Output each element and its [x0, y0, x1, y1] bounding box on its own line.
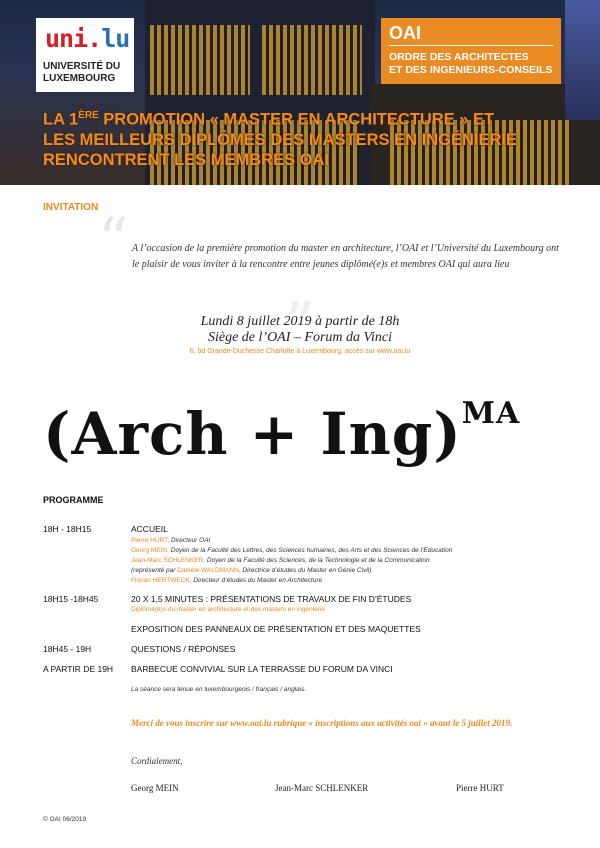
close-quote-icon: ” [284, 290, 315, 360]
speaker-line: Georg MEIN, Doyen de la Faculté des Lettres, des Sciences humaines, des Arts et des Sciences de l’Education [131, 547, 453, 554]
oai-logo-divider [389, 45, 553, 46]
oai-logo-subtitle: ORDRE DES ARCHITECTES ET DES INGENIEURS-CONSEILS [389, 51, 553, 76]
programme-time: 18H - 18H15 [43, 524, 92, 534]
programme-label: QUESTIONS / RÉPONSES [131, 644, 236, 654]
programme-label: 20 X 1,5 MINUTES : PRÉSENTATIONS DE TRAVAUX DE FIN D’ÉTUDES [131, 594, 412, 604]
intro-text: A l’occasion de la première promotion du master en architecture, l’OAI et l’Université du Luxembourg ont le plaisir de vous inviter à la rencontre entre jeunes diplômé(e)s et membres OAI qui aura lieu [132, 243, 559, 270]
speaker-line: Florian HERTWECK, Directeur d’études du Master en Architecture [131, 577, 323, 584]
programme-time: A PARTIR DE 19H [43, 664, 114, 674]
copyright: © OAI 06/2019 [43, 816, 87, 823]
signature-name: Georg MEIN [131, 783, 179, 793]
open-quote-icon: “ [98, 205, 129, 275]
programme-time: 18H45 - 19H [43, 644, 92, 654]
oai-logo [381, 18, 561, 84]
closing-text: Cordialement, [131, 756, 183, 766]
event-address: 6, bd Grande-Duchesse Charlotte à Luxembourg, accès sur www.oai.lu [189, 348, 411, 355]
event-date: Lundi 8 juillet 2019 à partir de 18h [200, 314, 400, 329]
programme-label: BARBECUE CONVIVIAL SUR LA TERRASSE DU FORUM DA VINCI [131, 664, 393, 674]
programme-time: 18H15 -18H45 [43, 594, 99, 604]
speaker-line: (représenté par Danièle WALDMANN, Directrice d’études du Master en Génie Civil) [131, 567, 372, 574]
signature-name: Pierre HURT [456, 783, 504, 793]
big-title: (Arch + Ing)$^{MA}$ [43, 396, 521, 468]
language-note: La séance sera tenue en luxembourgeois / français / anglais. [131, 686, 307, 693]
glass-wall [565, 0, 600, 120]
university-logo [36, 18, 134, 92]
headline: LA 1ÈRE PROMOTION « MASTER EN ARCHITECTURE » ET LES MEILLEURS DIPLÔMÉS DES MASTERS EN INGÉNIERIE RENCONTRENT LES MEMBRES OAI [43, 110, 517, 169]
programme-label: ACCUEIL [131, 524, 168, 534]
speaker-line: Pierre HURT, Directeur OAI [131, 537, 211, 544]
speaker-line: Jean-Marc SCHLENKER, Doyen de la Faculté des Sciences, de la Technologie et de la Communication [131, 557, 430, 564]
signature-name: Jean-Marc SCHLENKER [275, 783, 369, 793]
university-logo-text: UNIVERSITÉ DU LUXEMBOURG [43, 61, 121, 84]
programme-label: EXPOSITION DES PANNEAUX DE PRÉSENTATION ET DES MAQUETTES [131, 624, 421, 634]
programme-heading: PROGRAMME [43, 495, 104, 505]
lit-window-grid-1 [150, 25, 250, 95]
registration-note: Merci de vous inscrire sur www.oai.lu rubrique « inscriptions aux activités oai » avant le 5 juillet 2019. [131, 718, 513, 728]
header-banner [0, 0, 600, 185]
invitation-label: INVITATION [43, 202, 99, 213]
event-place: Siège de l’OAI – Forum da Vinci [207, 330, 393, 345]
lit-window-grid-2 [262, 25, 362, 95]
oai-logo-title: OAI [389, 23, 422, 43]
presentations-detail: Diplômé(e)s du master en architecture et des masters en ingénierie [131, 606, 326, 613]
university-logo-mark: uni.lu [45, 24, 130, 53]
